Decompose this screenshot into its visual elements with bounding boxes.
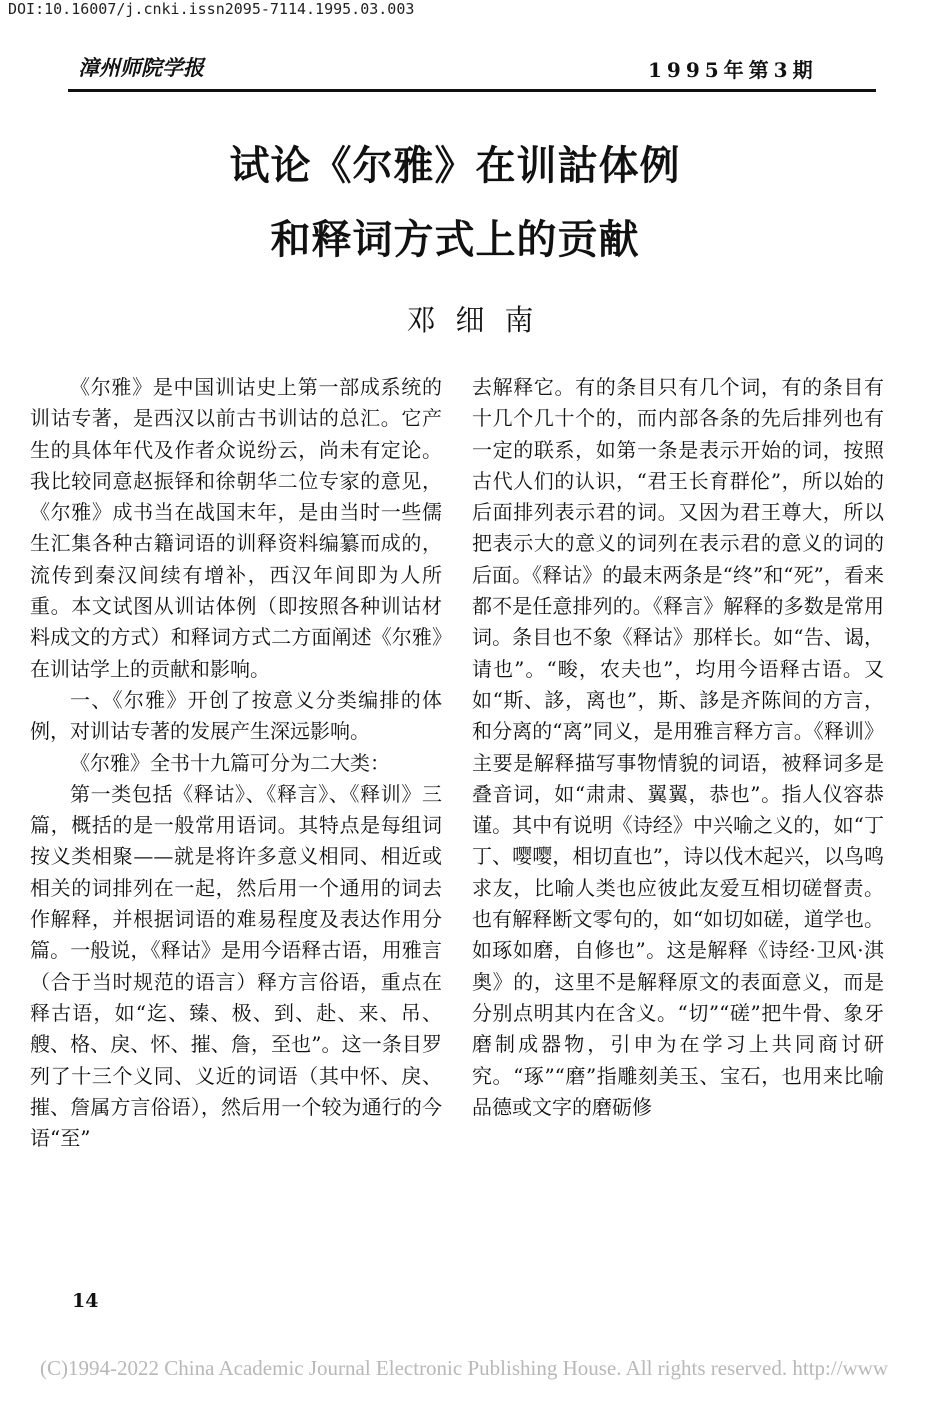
issue-number: 1995年第3期 — [648, 58, 818, 82]
article-author: 邓细南 — [406, 303, 554, 337]
paragraph: 第一类包括《释诂》、《释言》、《释训》三篇，概括的是一般常用语词。其特点是每组词按义类相聚——就是将许多意义相同、相近或相关的词排列在一起，然后用一个通用的词去作解释，并根据词语的难易程度及表达作用分篇。一般说，《释诂》是用今语释古语，用雅言（合于当时规范的语言）释方言俗语，重点在释古语，如“迄、臻、极、到、赴、来、吊、艘、格、戾、怀、摧、詹，至也”。这一条目罗列了十三个义同、义近的词语（其中怀、戾、摧、詹属方言俗语），然后用一个较为通行的今语“至” — [30, 781, 442, 1151]
paragraph: 《尔雅》全书十九篇可分为二大类： — [70, 750, 390, 775]
paragraph: 去解释它。有的条目只有几个词，有的条目有十几个几十个的，而内部各条的先后排列也有一定的联系，如第一条是表示开始的词，按照古代人们的认识，“君王长育群伦”，所以始的后面排列表示君的词。又因为君王尊大，所以把表示大的意义的词列在表示君的意义的词的后面。《释诂》的最末两条是“终”和“死”，看来都不是任意排列的。《释言》解释的多数是常用词。条目也不象《释诂》那样长。如“告、谒，请也”。“畯，农夫也”，均用今语释古语。又如“斯、誃，离也”，斯、誃是齐陈间的方言，和分离的“离”同义，是用雅言释方言。《释训》主要是解释描写事物情貌的词语，被释词多是叠音词，如“肃肃、翼翼，恭也”。指人仪容恭谨。其中有说明《诗经》中兴喻之义的，如“丁丁、嘤嘤，相切直也”，诗以伐木起兴，以鸟鸣求友，比喻人类也应彼此友爱互相切磋督责。也有解释断文零句的，如“如切如磋，道学也。如琢如磨，自修也”。这是解释《诗经·卫风·淇奥》的，这里不是解释原文的表面意义，而是分别点明其内在含义。“切”“磋”把牛骨、象牙磨制成器物，引申为在学习上共同商讨研究。“琢”“磨”指雕刻美玉、宝石，也用来比喻品德或文字的磨砺修 — [472, 375, 884, 1119]
body-column-left — [30, 372, 442, 1154]
paragraph: 《尔雅》是中国训诂史上第一部成系统的训诂专著，是西汉以前古书训诂的总汇。它产生的具体年代及作者众说纷云，尚未有定论。我比较同意赵振铎和徐朝华二位专家的意见，《尔雅》成书当在战国末年，是由当时一些儒生汇集各种古籍词语的训释资料编纂而成的，流传到秦汉间续有增补，西汉年间即为人所重。本文试图从训诂体例（即按照各种训诂材料成文的方式）和释词方式二方面阐述《尔雅》在训诂学上的贡献和影响。 — [30, 375, 442, 681]
header-rule — [68, 89, 876, 92]
copyright-watermark: (C)1994-2022 China Academic Journal Electronic Publishing House. All rights reserved. http://www — [40, 1356, 889, 1380]
doi-line: DOI:10.16007/j.cnki.issn2095-7114.1995.03.003 — [8, 0, 415, 18]
article-title-line-2: 和释词方式上的贡献 — [270, 217, 640, 263]
page-number: 14 — [72, 1290, 99, 1312]
body-column-right — [472, 372, 884, 1123]
article-title-line-1: 试论《尔雅》在训詁体例 — [229, 143, 681, 189]
journal-name: 漳州师院学报 — [78, 56, 204, 80]
paragraph: 一、《尔雅》开创了按意义分类编排的体例，对训诂专著的发展产生深远影响。 — [30, 687, 442, 744]
